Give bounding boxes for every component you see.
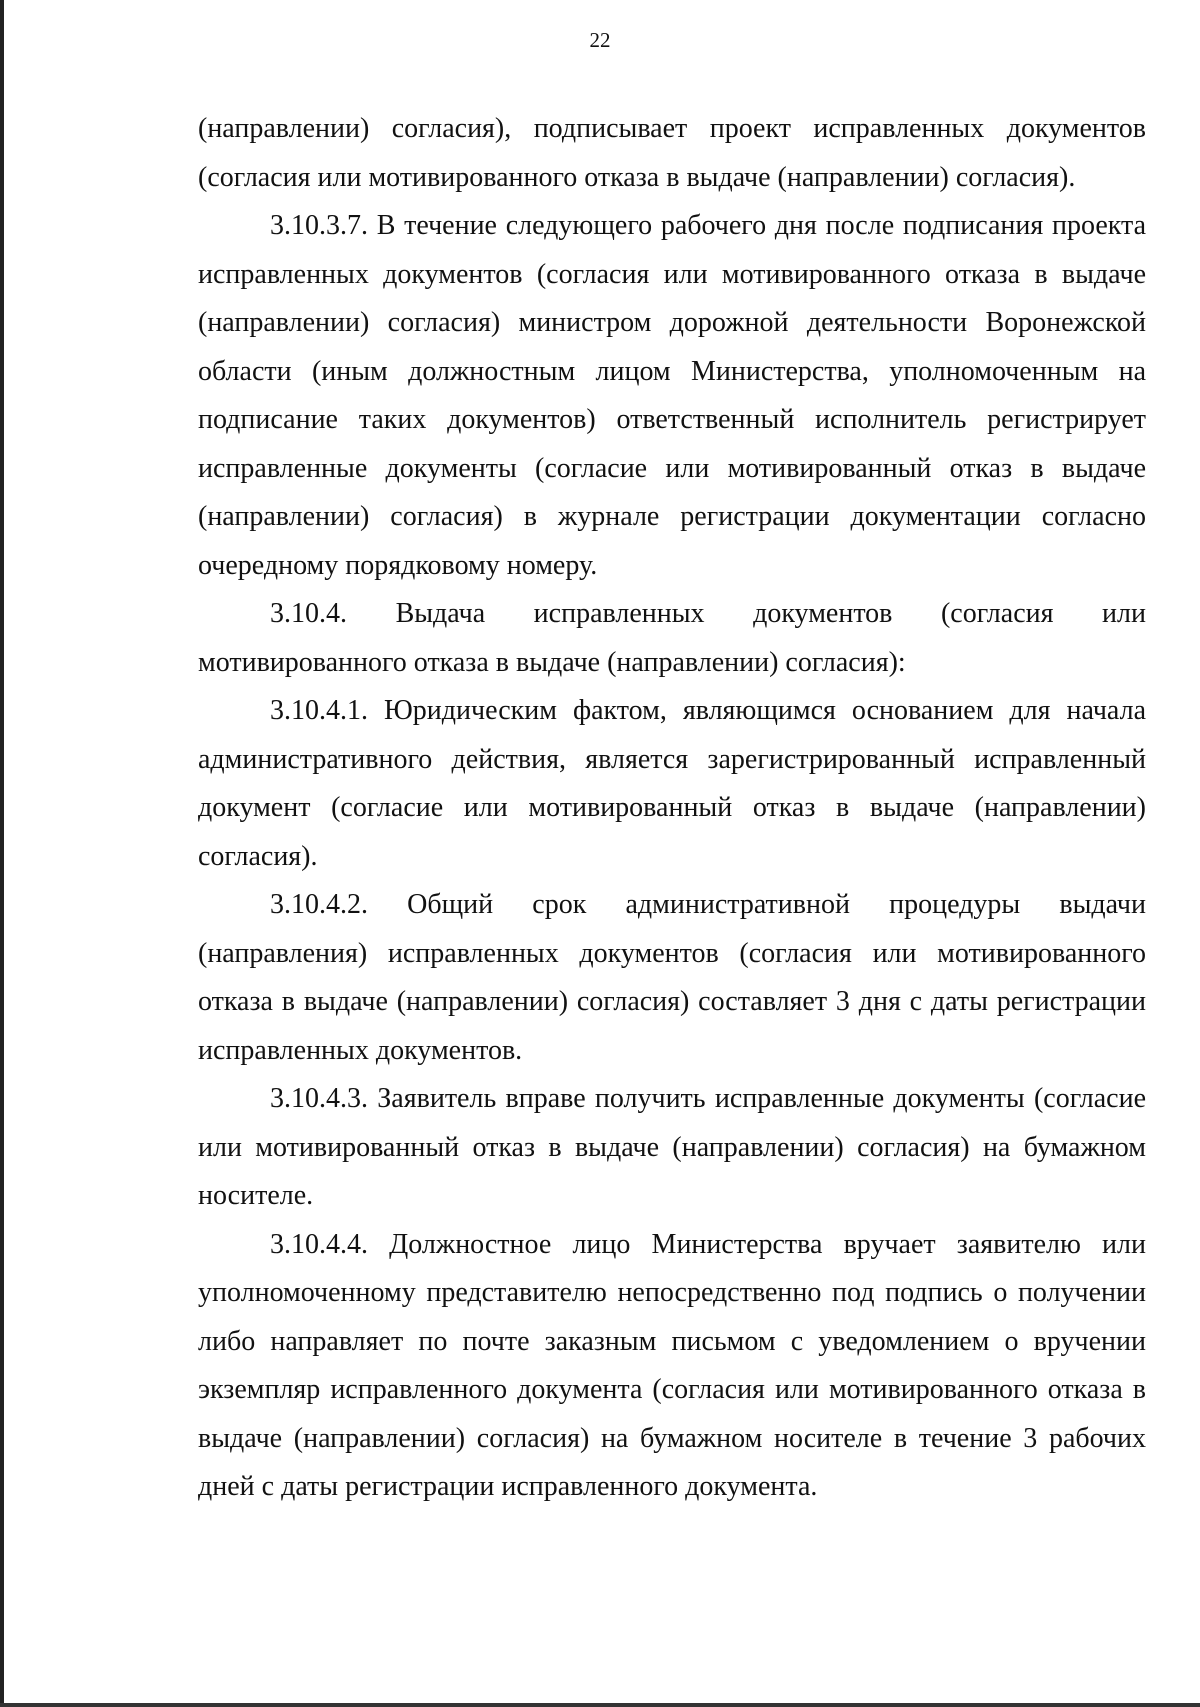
scan-border-bottom (0, 1703, 1200, 1707)
paragraph-3-10-3-7: 3.10.3.7. В течение следующего рабочего дня после подписания проекта исправленных документов (согласия или мотивированного отказа в выдаче (направлении) согласия) министром дорожной деятельности Воронежской области (иным должностным лицом Министерства, уполномоченным на подписание таких документов) ответственный исполнитель регистрирует исправленные документы (согласие или мотивированный отказ в выдаче (направлении) согласия) в журнале регистрации документации согласно очередному порядковому номеру. (198, 210, 1146, 581)
document-body (198, 105, 1146, 1512)
paragraph-continuation: (направлении) согласия), подписывает проект исправленных документов (согласия или мотивированного отказа в выдаче (направлении) согласия). (198, 113, 1146, 193)
page-number: 22 (589, 28, 611, 52)
paragraph-3-10-4-4: 3.10.4.4. Должностное лицо Министерства вручает заявителю или уполномоченному представителю непосредственно под подпись о получении либо направляет по почте заказным письмом с уведомлением о вручении экземпляр исправленного документа (согласия или мотивированного отказа в выдаче (направлении) согласия) на бумажном носителе в течение 3 рабочих дней с даты регистрации исправленного документа. (198, 1228, 1146, 1502)
paragraph-3-10-4-1: 3.10.4.1. Юридическим фактом, являющимся основанием для начала административного действия, является зарегистрированный исправленный документ (согласие или мотивированный отказ в выдаче (направлении) согласия). (198, 695, 1146, 872)
paragraph-3-10-4: 3.10.4. Выдача исправленных документов (согласия или мотивированного отказа в выдаче (направлении) согласия): (198, 598, 1146, 678)
paragraph-3-10-4-2: 3.10.4.2. Общий срок административной процедуры выдачи (направления) исправленных документов (согласия или мотивированного отказа в выдаче (направлении) согласия) составляет 3 дня с даты регистрации исправленных документов. (198, 889, 1146, 1066)
scan-border-left (0, 0, 4, 1707)
paragraph-3-10-4-3: 3.10.4.3. Заявитель вправе получить исправленные документы (согласие или мотивированный отказ в выдаче (направлении) согласия) на бумажном носителе. (198, 1083, 1146, 1211)
